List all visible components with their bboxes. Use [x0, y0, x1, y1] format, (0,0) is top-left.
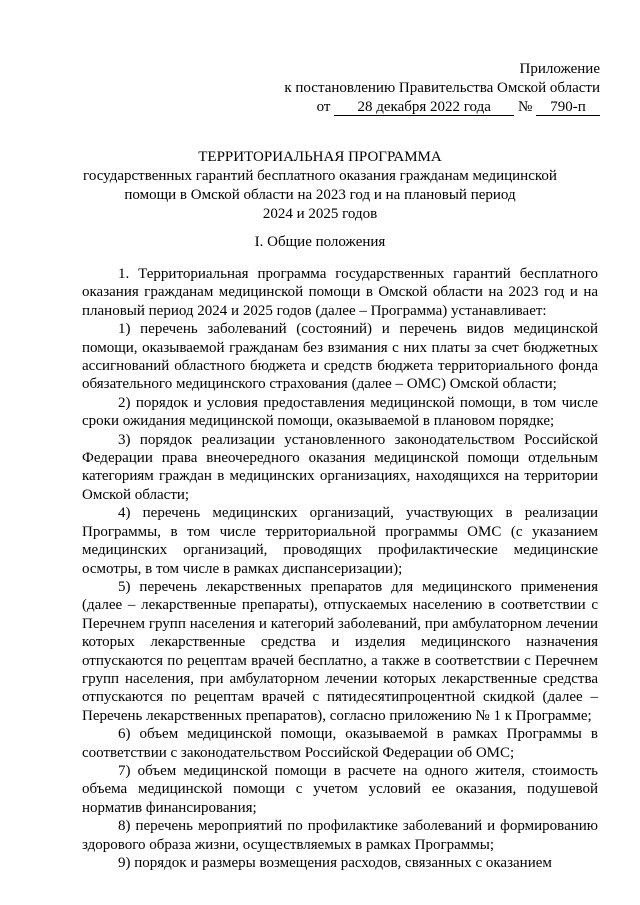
paragraph: 1. Территориальная программа государственных гарантий бесплатного оказания гражданам медицинской помощи в Омской области на 2023 год и на плановый период 2024 и 2025 годов (далее – Программа) устанавливает:	[82, 266, 598, 319]
document-body	[82, 265, 598, 872]
appendix-header	[284, 60, 600, 117]
appendix-label: Приложение	[519, 61, 600, 77]
number-label: №	[517, 99, 533, 115]
from-label: от	[316, 99, 331, 115]
title-line-1: ТЕРРИТОРИАЛЬНАЯ ПРОГРАММА	[198, 149, 442, 165]
paragraph: 1) перечень заболеваний (состояний) и перечень видов медицинской помощи, оказываемой гражданам без взимания с них платы за счет бюджетных ассигнований областного бюджета и средств бюджета территориального фонда обязательного медицинского страхования (далее – ОМС) Омской области;	[82, 321, 598, 393]
paragraph: 5) перечень лекарственных препаратов для медицинского применения (далее – лекарственные препараты), отпускаемых населению в соответствии с Перечнем групп населения и категорий заболеваний, при амбулаторном лечении которых лекарственные средства и изделия медицинского назначения отпускаются по рецептам врачей бесплатно, а также в соответствии с Перечнем групп населения, при амбулаторном лечении которых лекарственные средства отпускаются по рецептам врачей с пятидесятипроцентной скидкой (далее – Перечень лекарственных препаратов), согласно приложению № 1 к Программе;	[82, 578, 598, 724]
paragraph: 6) объем медицинской помощи, оказываемой в рамках Программы в соответствии с законодательством Российской Федерации об ОМС;	[82, 726, 598, 761]
resolution-date: 28 декабря 2022 года	[334, 100, 514, 116]
paragraph: 7) объем медицинской помощи в расчете на одного жителя, стоимость объема медицинской помощи с учетом условий ее оказания, подушевой норматив финансирования;	[82, 762, 598, 816]
document-title	[0, 148, 640, 224]
title-line-2: государственных гарантий бесплатного оказания гражданам медицинской	[83, 168, 557, 184]
title-line-4: 2024 и 2025 годов	[262, 206, 378, 222]
paragraph: 4) перечень медицинских организаций, участвующих в реализации Программы, в том числе территориальной программы ОМС (с указанием медицинских организаций, проводящих профилактические медицинские осмотры, в том числе в рамках диспансеризации);	[82, 505, 598, 577]
paragraph: 3) порядок реализации установленного законодательством Российской Федерации права внеочередного оказания медицинской помощи отдельным категориям граждан в медицинских организациях, находящихся на территории Омской области;	[82, 431, 598, 503]
resolution-number: 790-п	[536, 100, 600, 116]
title-line-3: помощи в Омской области на 2023 год и на плановый период	[124, 187, 516, 203]
section-heading: I. Общие положения	[254, 234, 386, 250]
paragraph: 2) порядок и условия предоставления медицинской помощи, в том числе сроки ожидания медицинской помощи, оказываемой в плановом порядке;	[82, 394, 598, 430]
paragraph: 9) порядок и размеры возмещения расходов, связанных с оказанием	[118, 855, 552, 871]
resolution-reference: к постановлению Правительства Омской области	[284, 80, 600, 96]
paragraph: 8) перечень мероприятий по профилактике заболеваний и формированию здорового образа жизни, осуществляемых в рамках Программы;	[82, 818, 598, 853]
resolution-date-number	[284, 98, 600, 117]
